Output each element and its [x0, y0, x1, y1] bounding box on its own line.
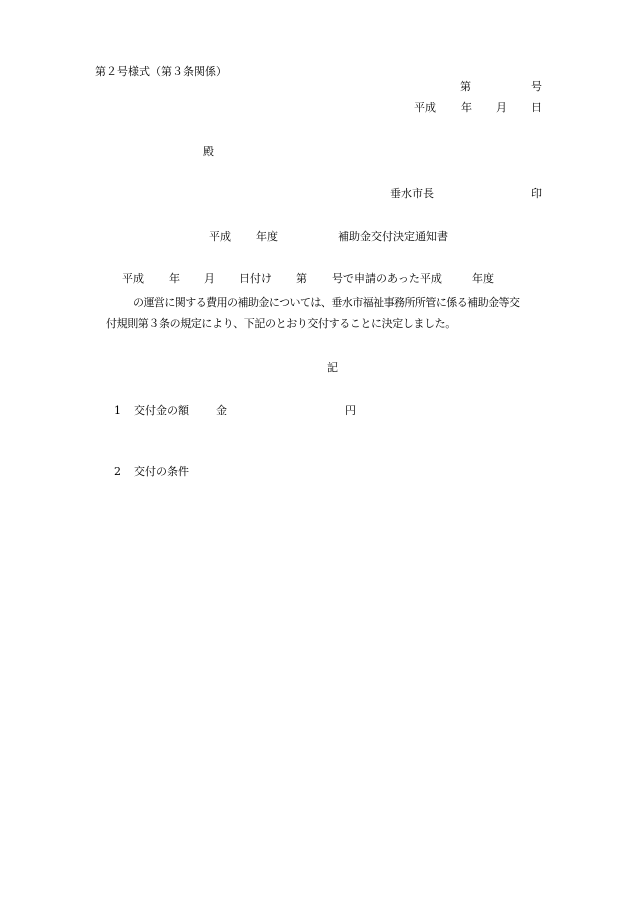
body-line1-no: 第	[296, 272, 307, 285]
body-line3: 付規則第３条の規定により、下記のとおり交付することに決定しました。	[106, 317, 456, 330]
item-2-label: 交付の条件	[134, 465, 189, 478]
item-2-number: 2	[114, 465, 121, 478]
title-era: 平成	[209, 230, 231, 243]
item-1-currency: 円	[345, 404, 356, 417]
body-line2: の運営に関する費用の補助金については、垂水市福祉事務所所管に係る補助金等交	[133, 296, 520, 309]
body-line1-applied: 号で申請のあった平成	[332, 272, 442, 285]
doc-number-prefix: 第	[460, 80, 471, 93]
body-line1-year: 年	[169, 272, 180, 285]
doc-number-suffix: 号	[531, 80, 542, 93]
body-line1-month: 月	[204, 272, 215, 285]
title-fiscal-year: 年度	[256, 230, 278, 243]
title-text: 補助金交付決定通知書	[338, 230, 448, 243]
date-era: 平成	[414, 101, 436, 114]
body-line1-fiscal-year: 年度	[472, 272, 494, 285]
issuer-name: 垂水市長	[390, 187, 434, 200]
date-day: 日	[531, 101, 542, 114]
issuer-seal: 印	[531, 187, 542, 200]
form-label: 第２号様式（第３条関係）	[95, 65, 227, 78]
date-month: 月	[496, 101, 507, 114]
addressee-honorific: 殿	[203, 145, 214, 158]
item-1-number: 1	[114, 404, 121, 417]
item-1-label: 交付金の額	[134, 404, 189, 417]
ki-heading: 記	[327, 361, 338, 374]
body-line1-era: 平成	[122, 272, 144, 285]
date-year: 年	[461, 101, 472, 114]
body-line1-dated: 日付け	[239, 272, 272, 285]
item-1-amount-prefix: 金	[216, 404, 227, 417]
